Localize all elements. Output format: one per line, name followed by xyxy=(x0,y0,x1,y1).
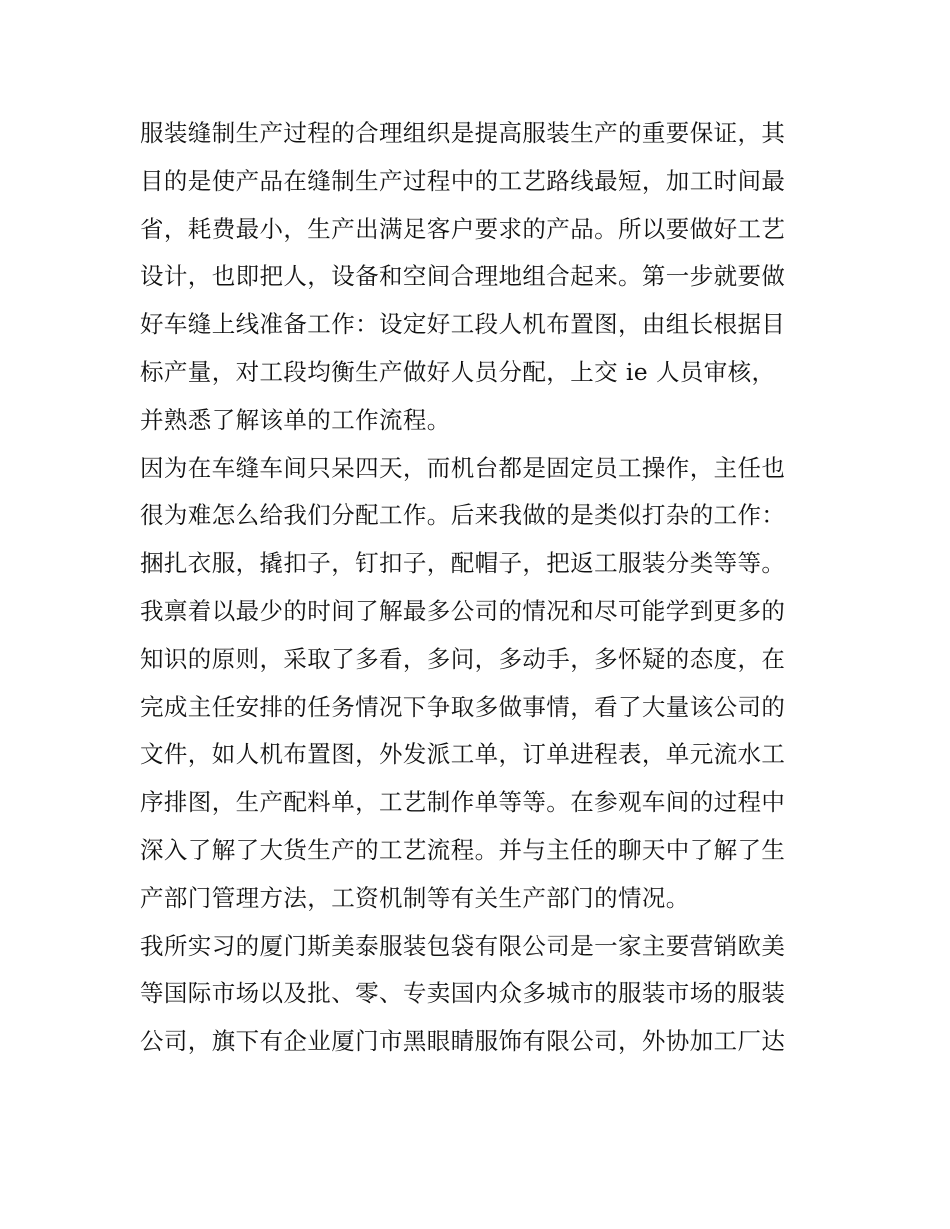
text-line-16: 深入了解了大货生产的工艺流程。并与主任的聊天中了解了生 xyxy=(140,835,786,864)
text-line-2: 目的是使产品在缝制生产过程中的工艺路线最短，加工时间最 xyxy=(140,166,786,195)
text-line-17: 产部门管理方法，工资机制等有关生产部门的情况。 xyxy=(140,883,690,912)
text-line-8: 因为在车缝车间只呆四天，而机台都是固定员工操作，主任也 xyxy=(140,453,786,482)
text-line-7: 并熟悉了解该单的工作流程。 xyxy=(140,405,451,434)
document-body xyxy=(140,110,812,1066)
text-line-14: 文件，如人机布置图，外发派工单，订单进程表，单元流水工 xyxy=(140,740,786,769)
text-line-18: 我所实习的厦门斯美泰服装包袋有限公司是一家主要营销欧美 xyxy=(140,931,786,960)
text-line-5: 好车缝上线准备工作：设定好工段人机布置图，由组长根据目 xyxy=(140,310,786,339)
text-line-3: 省，耗费最小，生产出满足客户要求的产品。所以要做好工艺 xyxy=(140,214,786,243)
text-line-11: 我禀着以最少的时间了解最多公司的情况和尽可能学到更多的 xyxy=(140,596,786,625)
text-line-12: 知识的原则，采取了多看，多问，多动手，多怀疑的态度，在 xyxy=(140,644,786,673)
text-line-20: 公司，旗下有企业厦门市黑眼睛服饰有限公司，外协加工厂达 xyxy=(140,1027,786,1056)
text-line-10: 捆扎衣服，撬扣子，钉扣子，配帽子，把返工服装分类等等。 xyxy=(140,549,786,578)
text-line-13: 完成主任安排的任务情况下争取多做事情，看了大量该公司的 xyxy=(140,692,786,721)
text-line-19: 等国际市场以及批、零、专卖国内众多城市的服装市场的服装 xyxy=(140,979,786,1008)
text-line-6: 标产量，对工段均衡生产做好人员分配，上交 ie 人员审核， xyxy=(140,357,776,386)
text-line-9: 很为难怎么给我们分配工作。后来我做的是类似打杂的工作： xyxy=(140,501,786,530)
text-line-15: 序排图，生产配料单，工艺制作单等等。在参观车间的过程中 xyxy=(140,788,786,817)
text-line-1: 服装缝制生产过程的合理组织是提高服装生产的重要保证，其 xyxy=(140,119,786,147)
text-line-4: 设计，也即把人，设备和空间合理地组合起来。第一步就要做 xyxy=(140,262,786,291)
